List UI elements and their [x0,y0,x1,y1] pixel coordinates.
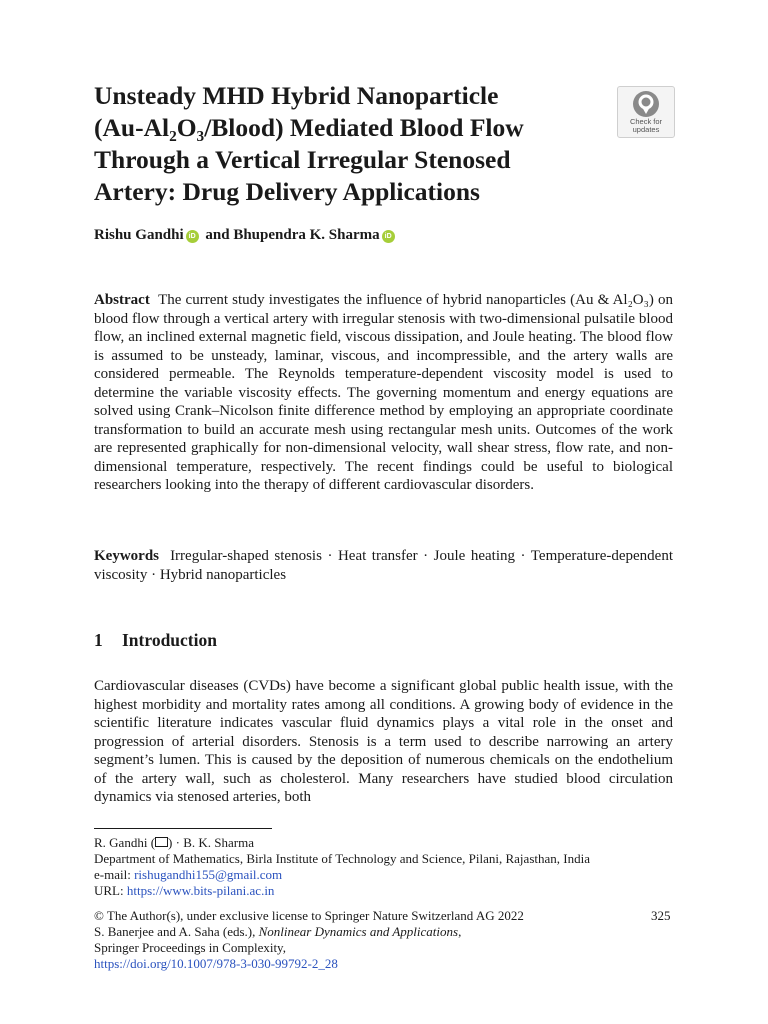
paper-title [94,80,594,208]
url-link[interactable]: https://www.bits-pilani.ac.in [126,883,275,898]
section-heading [94,630,217,651]
publication-info [94,908,684,972]
author-name: Rishu Gandhi [94,227,184,243]
author-name: Bhupendra K. Sharma [233,227,380,243]
intro-paragraph: Cardiovascular diseases (CVDs) have become a significant global public health issue, with the highest morbidity and mortality rates among all conditions. A growing body of evidence in the scientific literature indicates vascular fluid dynamics plays a vital role in the onset and progression of arterial disorders. Stenosis is a term used to describe narrowing an artery segment’s lumen. This is caused by the deposition of numerous chemicals on the endothelium of the artery wall, such as cholesterol. Many researchers have studied blood circulation dynamics via stenosed arteries, both [94,678,673,805]
title-line: Artery: Drug Delivery Applications [94,177,480,206]
orcid-icon[interactable]: iD [382,230,395,243]
email-line: e-mail: rishugandhi155@gmail.com [94,867,283,882]
editors-line: S. Banerjee and A. Saha (eds.), Nonlinear Dynamics and Applications, [94,924,462,939]
abstract-label: Abstract [94,292,150,308]
title-line: (Au-Al₂O₃/Blood) Mediated Blood Flow [94,113,524,142]
email-link[interactable]: rishugandhi155@gmail.com [134,867,283,882]
keywords [94,547,673,584]
keywords-text: Irregular-shaped stenosis · Heat transfer · Joule heating · Temperature-dependent viscosity · Hybrid nanoparticles [94,548,674,583]
check-for-updates-badge[interactable] [617,86,675,138]
section-title: Introduction [122,630,217,650]
footnote-rule [94,828,272,829]
section-number: 1 [94,630,103,650]
series: Springer Proceedings in Complexity, [94,940,286,955]
doi-link[interactable]: https://doi.org/10.1007/978-3-030-99792-2_28 [94,956,338,971]
badge-line: updates [632,125,660,134]
author-footnote [94,835,684,899]
copyright: © The Author(s), under exclusive license to Springer Nature Switzerland AG 2022 [94,908,524,923]
abstract-text: The current study investigates the influence of hybrid nanoparticles (Au & Al₂O₃) on blood flow through a vertical artery with irregular stenosis with two-dimensional pulsatile blood flow, an inclined external magnetic field, viscous dissipation, and Joule heating. The blood flow is assumed to be unsteady, laminar, viscous, and incompressible, and the artery walls are considered permeable. The Reynolds temperature-dependent viscosity model is used to determine the variable viscosity effects. The governing momentum and energy equations are solved using Crank–Nicolson finite difference method by employing an appropriate coordinate transformation to build an accurate mesh using rectangular mesh units. Outcomes of the work are represented graphically for non-dimensional velocity, wall shear stress, flow rate, and non-dimensional temperature, respectively. The recent findings could be useful to biological researchers looking into the therapy of different cardiovascular disorders. [94,292,673,493]
author-connector: and [205,227,230,243]
envelope-icon [155,837,168,847]
footnote-names: R. Gandhi ( ) · B. K. Sharma [94,835,254,850]
page-number: 325 [651,908,671,923]
affiliation: Department of Mathematics, Birla Institute of Technology and Science, Pilani, Rajasthan, India [94,851,590,866]
url-line: URL: https://www.bits-pilani.ac.in [94,883,275,898]
title-line: Unsteady MHD Hybrid Nanoparticle [94,81,499,110]
crossmark-icon [632,90,660,118]
badge-line: Check for [629,117,663,126]
book-title: Nonlinear Dynamics and Applications [258,924,459,939]
author-line [94,227,398,244]
orcid-icon[interactable]: iD [186,230,199,243]
title-line: Through a Vertical Irregular Stenosed [94,145,511,174]
keywords-label: Keywords [94,548,159,564]
abstract [94,291,673,495]
